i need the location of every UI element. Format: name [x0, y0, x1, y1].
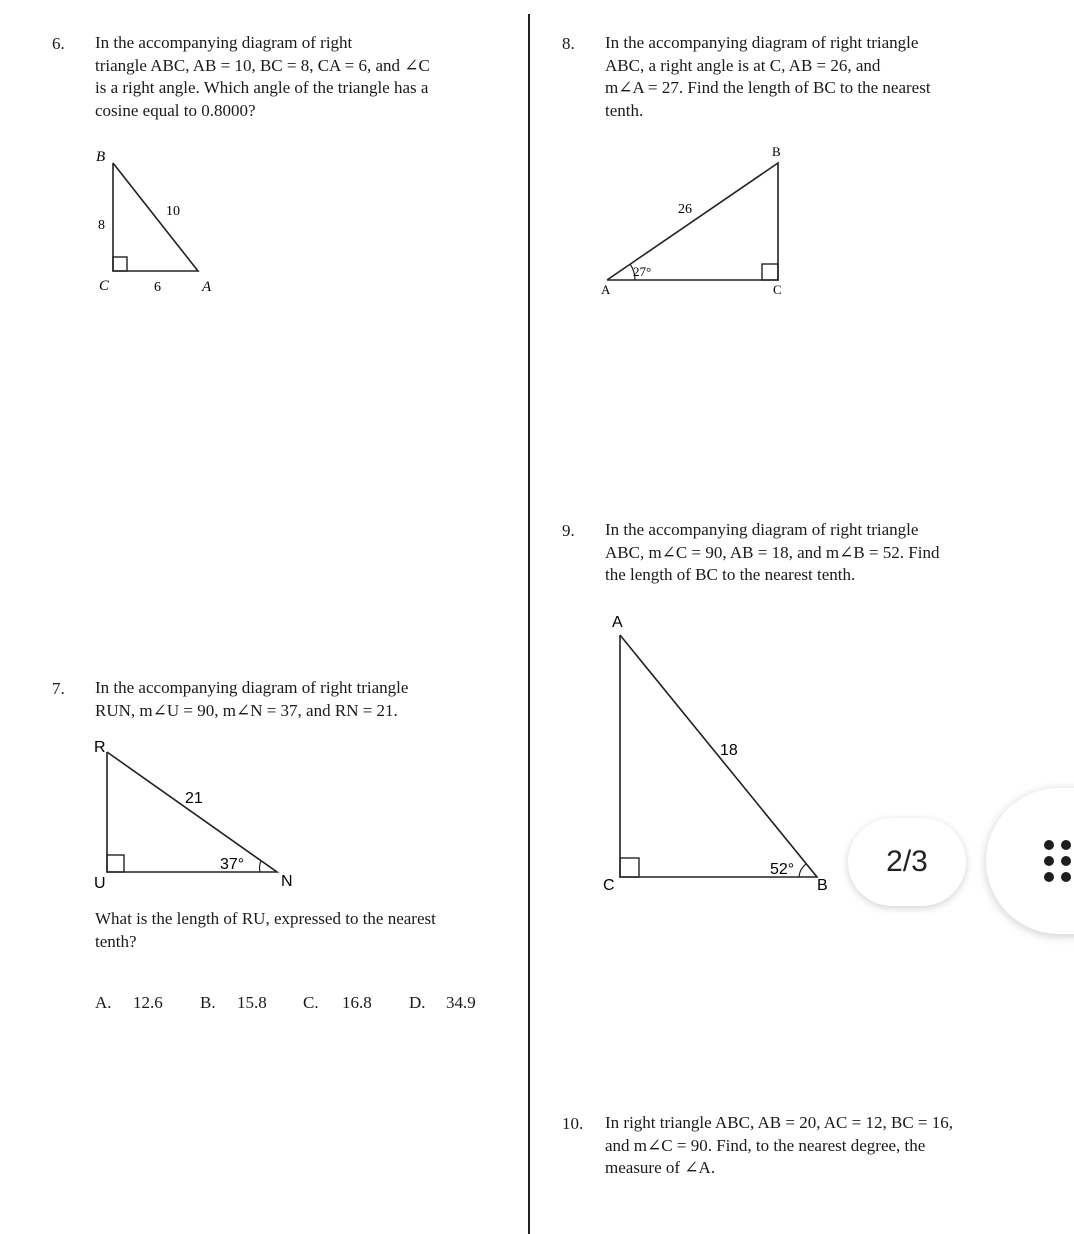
q7-vertex-n: N [281, 873, 293, 890]
q9-vertex-b: B [817, 877, 828, 894]
choice-d-value: 34.9 [446, 993, 476, 1012]
q7-side-rn-label: 21 [185, 790, 203, 807]
question-7-text: In the accompanying diagram of right triangle RUN, m∠U = 90, m∠N = 37, and RN = 21. [95, 678, 409, 720]
question-6-text: In the accompanying diagram of right triangle ABC, AB = 10, BC = 8, CA = 6, and ∠C is a right angle. Which angle of the triangle has a cosine equal to 0.8000? [95, 33, 430, 120]
q6-vertex-b: B [96, 149, 106, 165]
question-7-prompt: What is the length of RU, expressed to the nearest tenth? [95, 909, 436, 951]
q9-triangle [620, 635, 817, 877]
choice-b-value: 15.8 [237, 993, 267, 1012]
q8-side-ab-label: 26 [678, 202, 692, 217]
more-options-icon[interactable] [1044, 840, 1074, 884]
q9-right-angle-mark [620, 858, 639, 877]
column-divider [528, 14, 530, 1234]
question-9-text: In the accompanying diagram of right triangle ABC, m∠C = 90, AB = 18, and m∠B = 52. Find the length of BC to the nearest tenth. [605, 520, 940, 584]
choice-a-value: 12.6 [133, 993, 163, 1012]
q9-vertex-a: A [612, 614, 623, 631]
q6-side-ca-label: 6 [154, 280, 161, 295]
q8-triangle [607, 163, 778, 280]
question-8-triangle-diagram [590, 140, 810, 300]
q9-angle-b-arc [799, 864, 806, 877]
q9-angle-b-label: 52° [770, 861, 795, 878]
choice-d-letter: D. [409, 993, 426, 1012]
choice-b-letter: B. [200, 993, 216, 1012]
q6-side-bc-label: 8 [98, 218, 105, 233]
question-10-number: 10. [562, 1114, 584, 1133]
q7-angle-n-arc [260, 861, 261, 872]
q6-side-ab-label: 10 [166, 204, 180, 219]
question-10-text: In right triangle ABC, AB = 20, AC = 12, BC = 16, and m∠C = 90. Find, to the nearest degree, the measure of ∠A. [605, 1113, 954, 1177]
question-8-text: In the accompanying diagram of right triangle ABC, a right angle is at C, AB = 26, and m∠A = 27. Find the length of BC to the nearest tenth. [605, 33, 931, 120]
q8-angle-a-label: 27° [633, 264, 652, 279]
q7-vertex-u: U [94, 875, 106, 892]
q6-vertex-a: A [202, 279, 212, 295]
q7-right-angle-mark [107, 855, 124, 872]
question-9-number: 9. [562, 521, 575, 540]
question-8-number: 8. [562, 34, 575, 53]
q6-vertex-c: C [99, 278, 110, 294]
q9-side-ab-label: 18 [720, 742, 738, 759]
q7-vertex-r: R [94, 739, 106, 756]
q7-triangle [107, 752, 277, 872]
choice-c-value: 16.8 [342, 993, 372, 1012]
page-indicator: 2/3 [848, 818, 966, 906]
choice-a-letter: A. [95, 993, 112, 1012]
q7-angle-n-label: 37° [220, 856, 245, 873]
question-6-triangle-diagram [80, 140, 230, 300]
q6-triangle [113, 163, 198, 271]
choice-c-letter: C. [303, 993, 319, 1012]
q9-vertex-c: C [603, 877, 615, 894]
question-6-number: 6. [52, 34, 65, 53]
q8-vertex-a: A [601, 282, 611, 297]
q6-right-angle-mark [113, 257, 127, 271]
question-7-number: 7. [52, 679, 65, 698]
q8-right-angle-mark [762, 264, 778, 280]
question-7-triangle-diagram [85, 730, 315, 895]
question-9-triangle-diagram [590, 605, 840, 895]
q8-vertex-c: C [773, 282, 782, 297]
q8-vertex-b: B [772, 144, 781, 159]
